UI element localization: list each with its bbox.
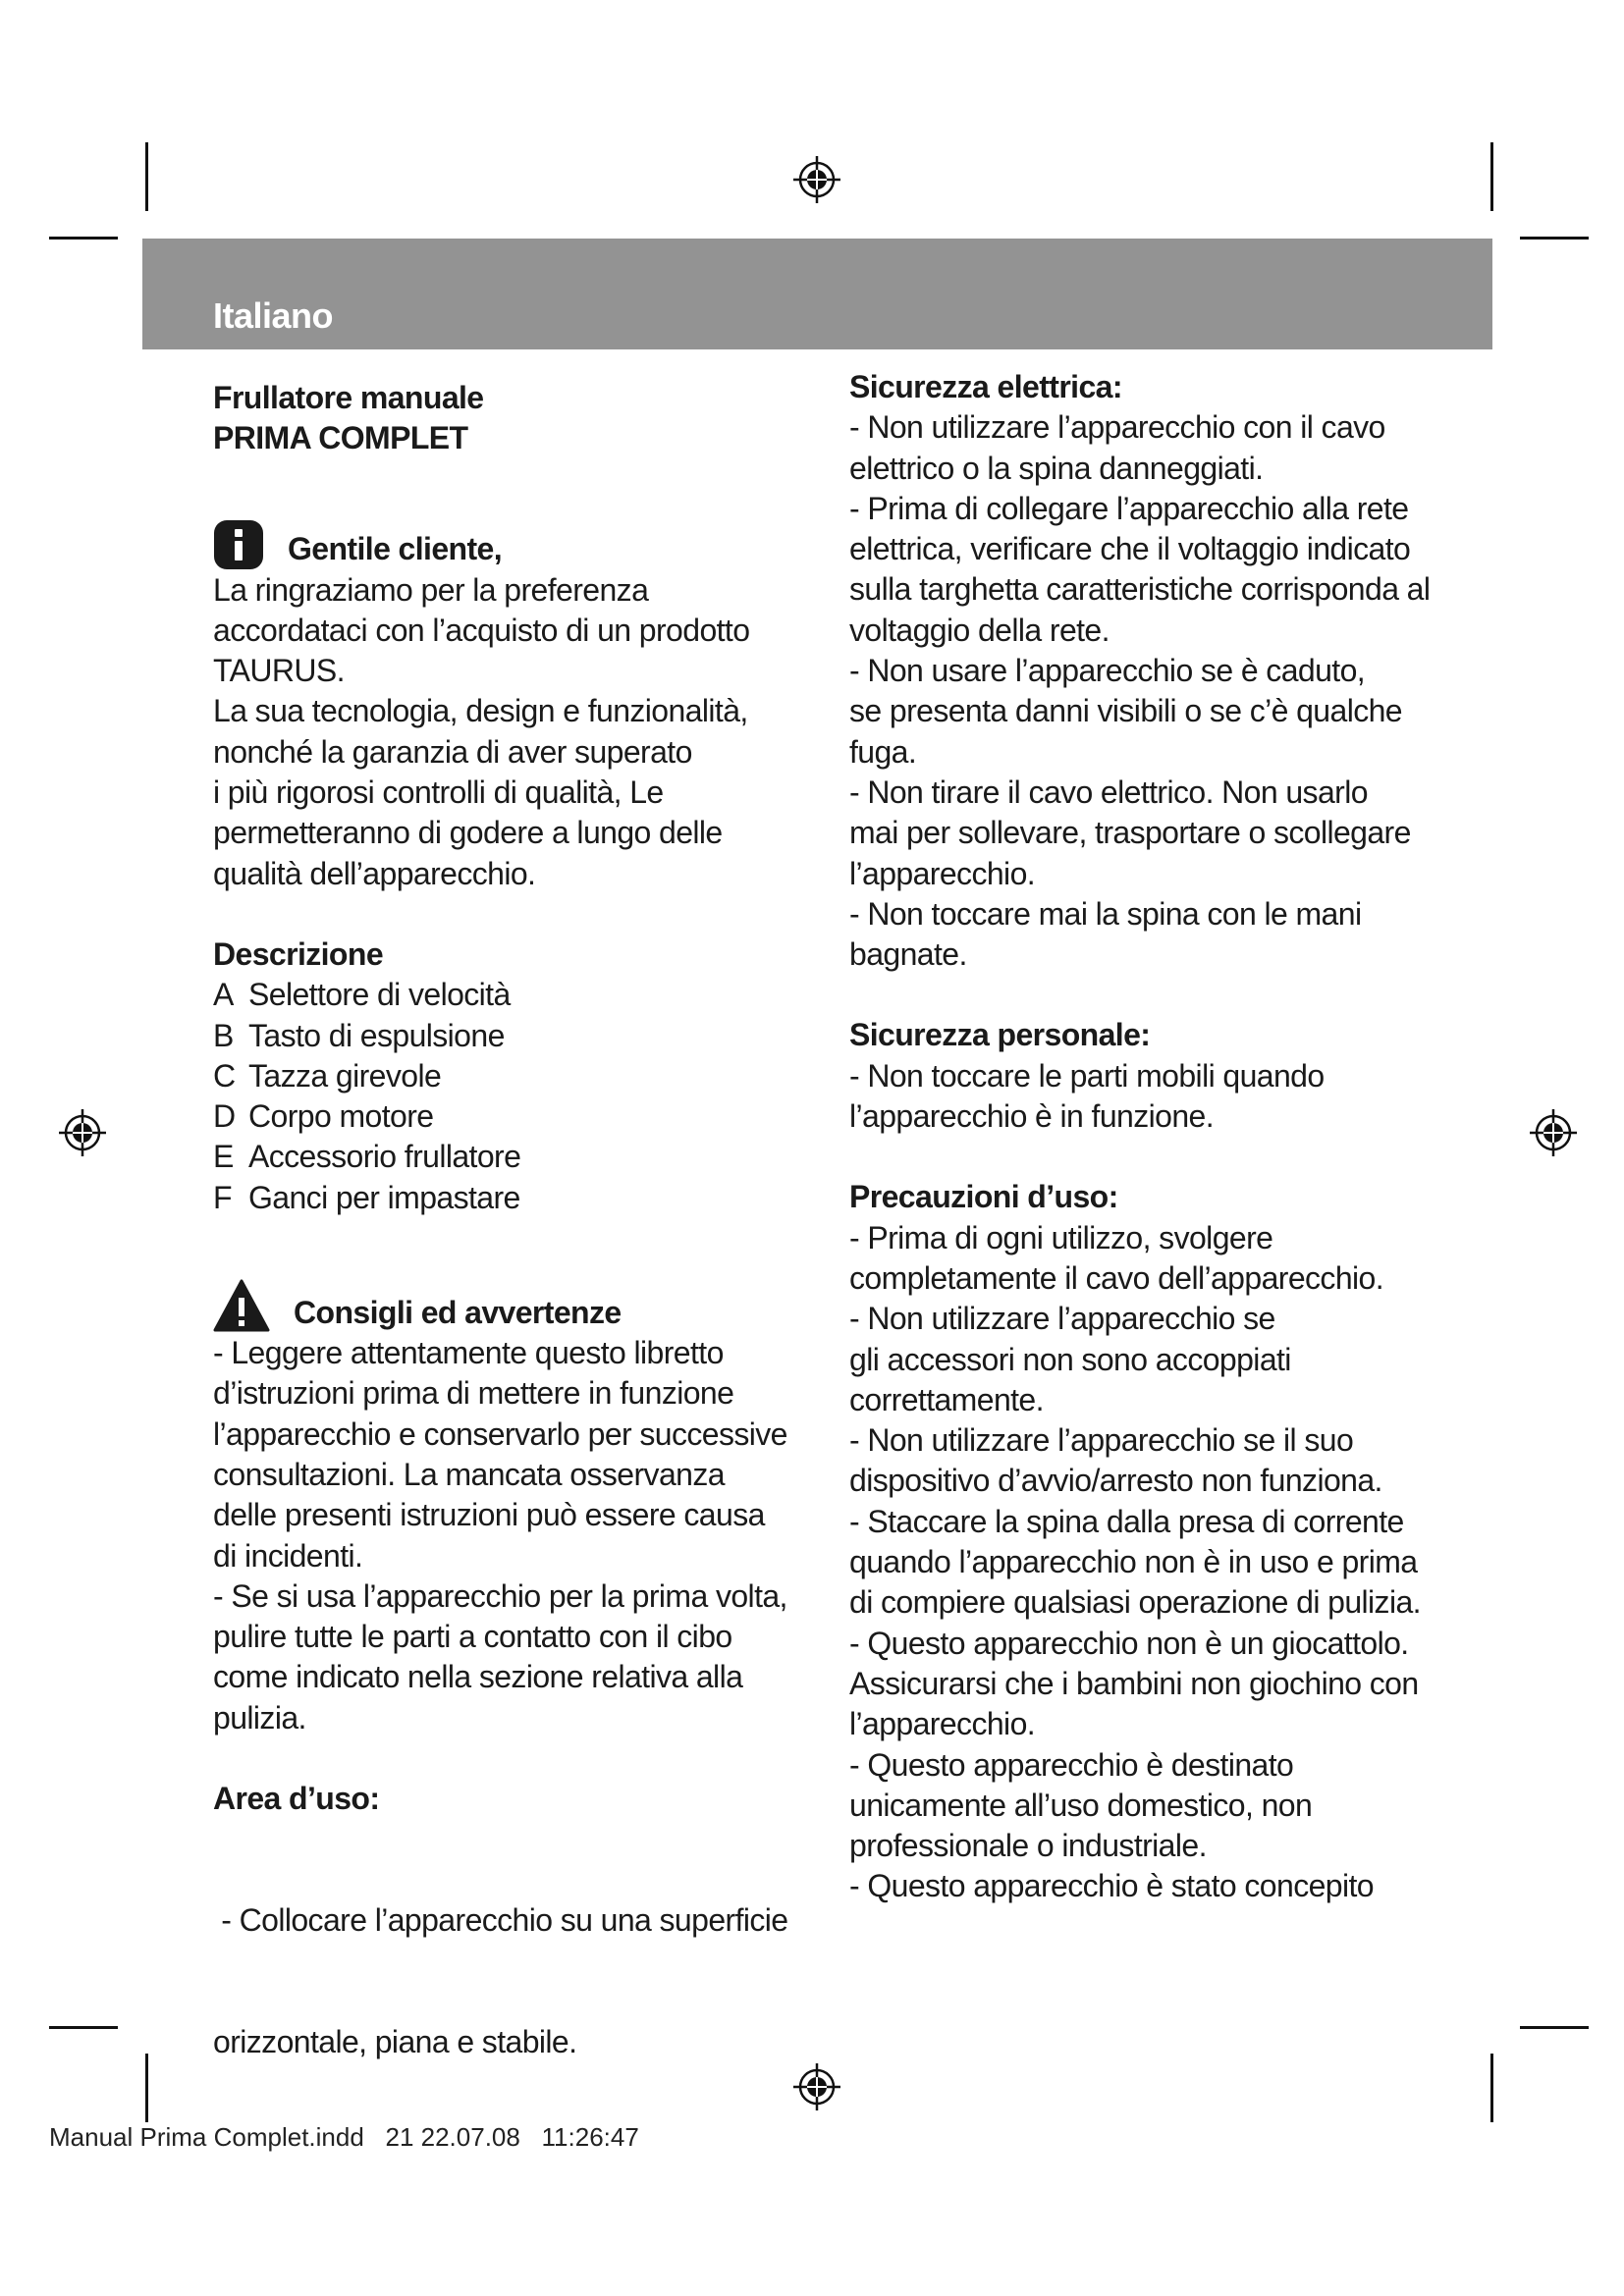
text-line: sulla targhetta caratteristiche corrisponda al [849,571,1431,608]
text-line: - Leggere attentamente questo libretto [213,1335,724,1371]
warning-icon [213,1278,270,1333]
text-line: bagnate. [849,936,967,973]
area-heading: Area d’uso: [213,1781,380,1817]
text-line: di incidenti. [213,1537,363,1574]
text-line: - Non usare l’apparecchio se è caduto, [849,653,1366,689]
right-column [849,367,1448,1907]
precautions-heading: Precauzioni d’uso: [849,1179,1118,1215]
text-line: - Prima di ogni utilizzo, svolgere [849,1219,1273,1255]
text-line: l’apparecchio. [849,1706,1036,1742]
registration-mark-icon [791,154,842,205]
text-line: elettrica, verificare che il voltaggio indicato [849,531,1411,567]
text-line: voltaggio della rete. [849,612,1110,648]
text-line: - Questo apparecchio è destinato [849,1746,1294,1783]
text-line: unicamente all’uso domestico, non [849,1787,1313,1823]
text-line: pulire tutte le parti a contatto con il cibo [213,1619,732,1655]
slug-date: 22.07.08 [420,2122,520,2152]
list-item: D Corpo motore [213,1098,434,1135]
text-line: - Collocare l’apparecchio su una superficie [213,1901,788,1938]
personal-safety-text [849,1056,1448,1138]
text-line: accordataci con l’acquisto di un prodotto [213,612,750,648]
list-item: A Selettore di velocità [213,977,511,1013]
advice-heading: Consigli ed avvertenze [294,1294,622,1330]
text-line: l’apparecchio e conservarlo per successive [213,1415,787,1452]
crop-mark-top-left-v [145,142,148,211]
text-line: - Non utilizzare l’apparecchio se il suo [849,1422,1354,1459]
crop-mark-top-right-h [1520,237,1589,240]
text-line: Assicurarsi che i bambini non giochino con [849,1665,1419,1701]
product-name-line1: Frullatore manuale [213,380,484,415]
text-line: - Non utilizzare l’apparecchio con il cavo [849,409,1385,446]
description-heading: Descrizione [213,935,384,972]
language-header-band [142,239,1492,349]
text-line: i più rigorosi controlli di qualità, Le [213,774,664,811]
language-title: Italiano [213,295,334,336]
text-line: TAURUS. [213,653,345,689]
text-line: permetteranno di godere a lungo delle [213,815,723,851]
text-line: pulizia. [213,1699,306,1735]
text-line: La sua tecnologia, design e funzionalità, [213,693,748,729]
electric-safety-text [849,407,1448,975]
slug-filename: Manual Prima Complet.indd [49,2122,364,2152]
text-line: - Se si usa l’apparecchio per la prima volta, [213,1577,787,1614]
registration-mark-icon [57,1107,108,1158]
text-line: - Non toccare le parti mobili quando [849,1057,1325,1094]
text-line: fuga. [849,733,917,770]
text-line: dispositivo d’avvio/arresto non funziona. [849,1463,1382,1499]
info-icon [213,519,264,570]
text-line: se presenta danni visibili o se c’è qualche [849,693,1402,729]
print-slug [49,2122,639,2153]
text-line: delle presenti istruzioni può essere causa [213,1497,765,1533]
text-line: quando l’apparecchio non è in uso e prima [849,1544,1418,1580]
text-line: come indicato nella sezione relativa alla [213,1659,743,1695]
text-line: La ringraziamo per la preferenza [213,571,649,608]
text-line: mai per sollevare, trasportare o scollegare [849,815,1411,851]
text-line: - Non utilizzare l’apparecchio se [849,1301,1275,1337]
description-list [213,975,802,1218]
text-line: - Non tirare il cavo elettrico. Non usarlo [849,774,1368,810]
text-line: correttamente. [849,1381,1044,1417]
text-line: qualità dell’apparecchio. [213,855,536,891]
crop-mark-bottom-right-v [1490,2054,1493,2122]
slug-time: 11:26:47 [541,2122,639,2152]
text-line: consultazioni. La mancata osservanza [213,1456,725,1492]
text-line: - Questo apparecchio non è un giocattolo. [849,1625,1409,1661]
registration-mark-icon [1528,1107,1579,1158]
crop-mark-bottom-left-v [145,2054,148,2122]
precautions-text [849,1218,1448,1907]
list-item: F Ganci per impastare [213,1179,520,1215]
greeting-text [213,570,802,894]
crop-mark-top-right-v [1490,142,1493,211]
electric-safety-heading: Sicurezza elettrica: [849,369,1122,404]
text-line: - Non toccare mai la spina con le mani [849,895,1362,932]
crop-mark-top-left-h [49,237,118,240]
text-line: d’istruzioni prima di mettere in funzione [213,1375,734,1412]
text-line: gli accessori non sono accoppiati [849,1341,1291,1377]
text-line: - Prima di collegare l’apparecchio alla rete [849,490,1409,526]
greeting-heading: Gentile cliente, [288,531,503,567]
text-line: - Questo apparecchio è stato concepito [849,1868,1374,1904]
area-text [213,1819,802,2143]
text-line: di compiere qualsiasi operazione di pulizia. [849,1584,1421,1621]
text-line: nonché la garanzia di aver superato [213,733,692,770]
personal-safety-heading: Sicurezza personale: [849,1017,1151,1053]
list-item: E Accessorio frullatore [213,1139,521,1175]
product-name-line2: PRIMA COMPLET [213,420,468,456]
text-line: elettrico o la spina danneggiati. [849,450,1264,486]
text-line: completamente il cavo dell’apparecchio. [849,1259,1384,1296]
advice-heading-row [213,1278,802,1333]
left-column [213,378,802,2144]
text-line: orizzontale, piana e stabile. [213,2023,577,2059]
advice-text [213,1333,802,1738]
crop-mark-bottom-right-h [1520,2026,1589,2029]
text-line: - Staccare la spina dalla presa di corrente [849,1503,1404,1539]
text-line: l’apparecchio è in funzione. [849,1098,1215,1135]
list-item: B Tasto di espulsione [213,1017,505,1053]
text-line: l’apparecchio. [849,855,1036,891]
slug-page: 21 [385,2122,414,2152]
greeting-heading-row [213,519,802,570]
list-item: C Tazza girevole [213,1057,442,1094]
crop-mark-bottom-left-h [49,2026,118,2029]
text-line: professionale o industriale. [849,1828,1207,1864]
